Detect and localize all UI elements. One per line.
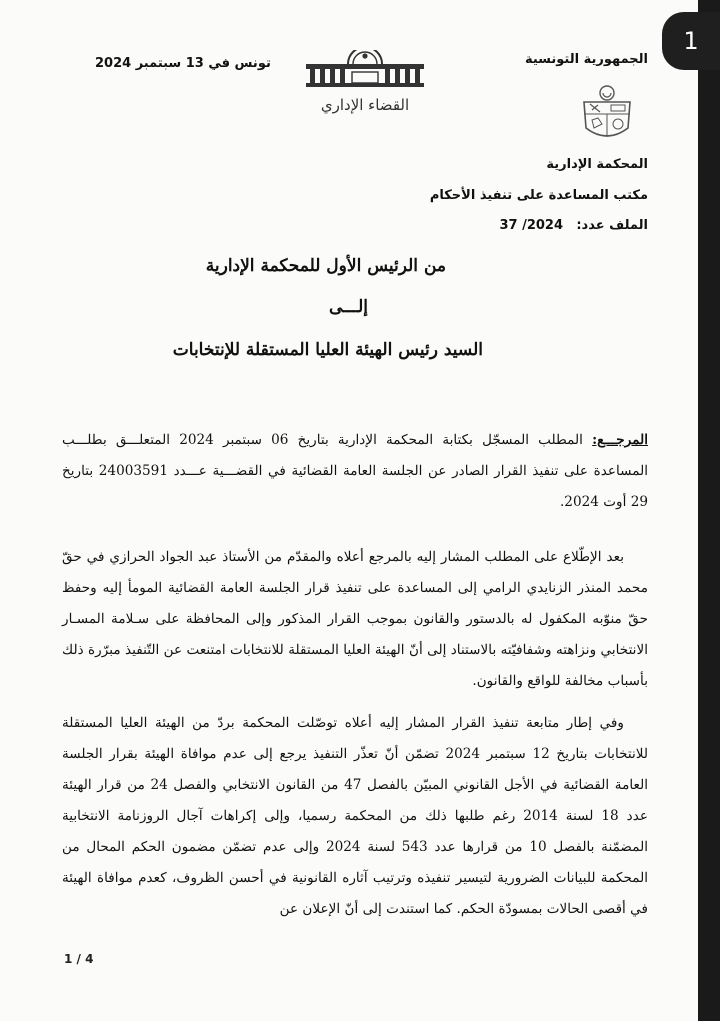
page-badge: 1 (662, 12, 720, 70)
tunisia-emblem-icon (578, 84, 636, 146)
date-line: تونس في 13 سبتمبر 2024 (95, 56, 271, 71)
recipient-title: السيد رئيس الهيئة العليا المستقلة للإنتخابات (172, 340, 483, 360)
court-name: المحكمة الإدارية (546, 157, 648, 172)
page-number: 1 / 4 (64, 952, 94, 966)
reference-paragraph (62, 425, 648, 518)
file-number: 37 /2024 (499, 218, 563, 233)
republic-name: الجمهورية التونسية (524, 52, 648, 67)
reference-text: المطلب المسجّل بكتابة المحكمة الإدارية بتاريخ 06 سبتمبر 2024 المتعلـــق بطلـــب المساعدة على تنفيذ القرار الصادر عن الجلسة العامة القضائية في القضـــية عـــدد 24003591 بتاريخ 29 أوت 2024. (62, 432, 648, 510)
body-paragraph-1-text: بعد الإطّلاع على المطلب المشار إليه بالمرجع أعلاه والمقدّم من الأستاذ عبد الجواد الحرازي في حقّ محمد المنذر الزنايدي الرامي إلى المساعدة على تنفيذ قرار الجلسة العامة القضائية المومأ إليه وحفظ حقّ منوّبه المكفول له بالدستور والقانون بموجب القرار المذكور وإلى المحافظة على سـلامة المسـار الانتخابي ونزاهته وشفافيّته بالاستناد إلى أنّ الهيئة العليا المستقلة للانتخابات امتنعت عن التّنفيذ مبرّرة ذلك بأسباب مخالفة للواقع والقانون. (62, 549, 648, 689)
administrative-court-logo (300, 50, 430, 118)
office-name: مكتب المساعدة على تنفيذ الأحكام (429, 188, 648, 203)
logo-text: القضاء الإداري (320, 96, 410, 114)
body-paragraph-2-text: وفي إطار متابعة تنفيذ القرار المشار إليه أعلاه توصّلت المحكمة بردّ من الهيئة العليا المستقلة للانتخابات بتاريخ 12 سبتمبر 2024 تضمّن أنّ تعذّر التنفيذ يرجع إلى عدم موافاة الهيئة بقرار الجلسة العامة القضائية في الأجل القانوني المبيّن بالفصل 47 من القانون الانتخابي والفصل 24 من قرار الهيئة عدد 18 لسنة 2014 رغم طلبها ذلك من المحكمة رسميا، وإلى إكراهات آجال الروزنامة الانتخابية المضمّنة بالفصل 10 من قرارها عدد 543 لسنة 2024 وإلى عدم تضمّن مضمون الحكم المحال من المحكمة للبيانات الضرورية لتيسير تنفيذه وترتيب آثاره القانونية في أحسن الظروف، كعدم موافاة الهيئة في أقصى الحالات بمسودّة الحكم. كما استندت إلى أنّ الإعلان عن (62, 715, 649, 917)
reference-label: المرجـــع: (592, 432, 648, 448)
to-label: إلـــى (328, 297, 368, 317)
body-paragraph-2 (62, 708, 648, 925)
sender-title: من الرئيس الأول للمحكمة الإدارية (205, 256, 446, 276)
body-paragraph-1 (62, 542, 648, 697)
file-label: الملف عدد: (576, 218, 648, 233)
